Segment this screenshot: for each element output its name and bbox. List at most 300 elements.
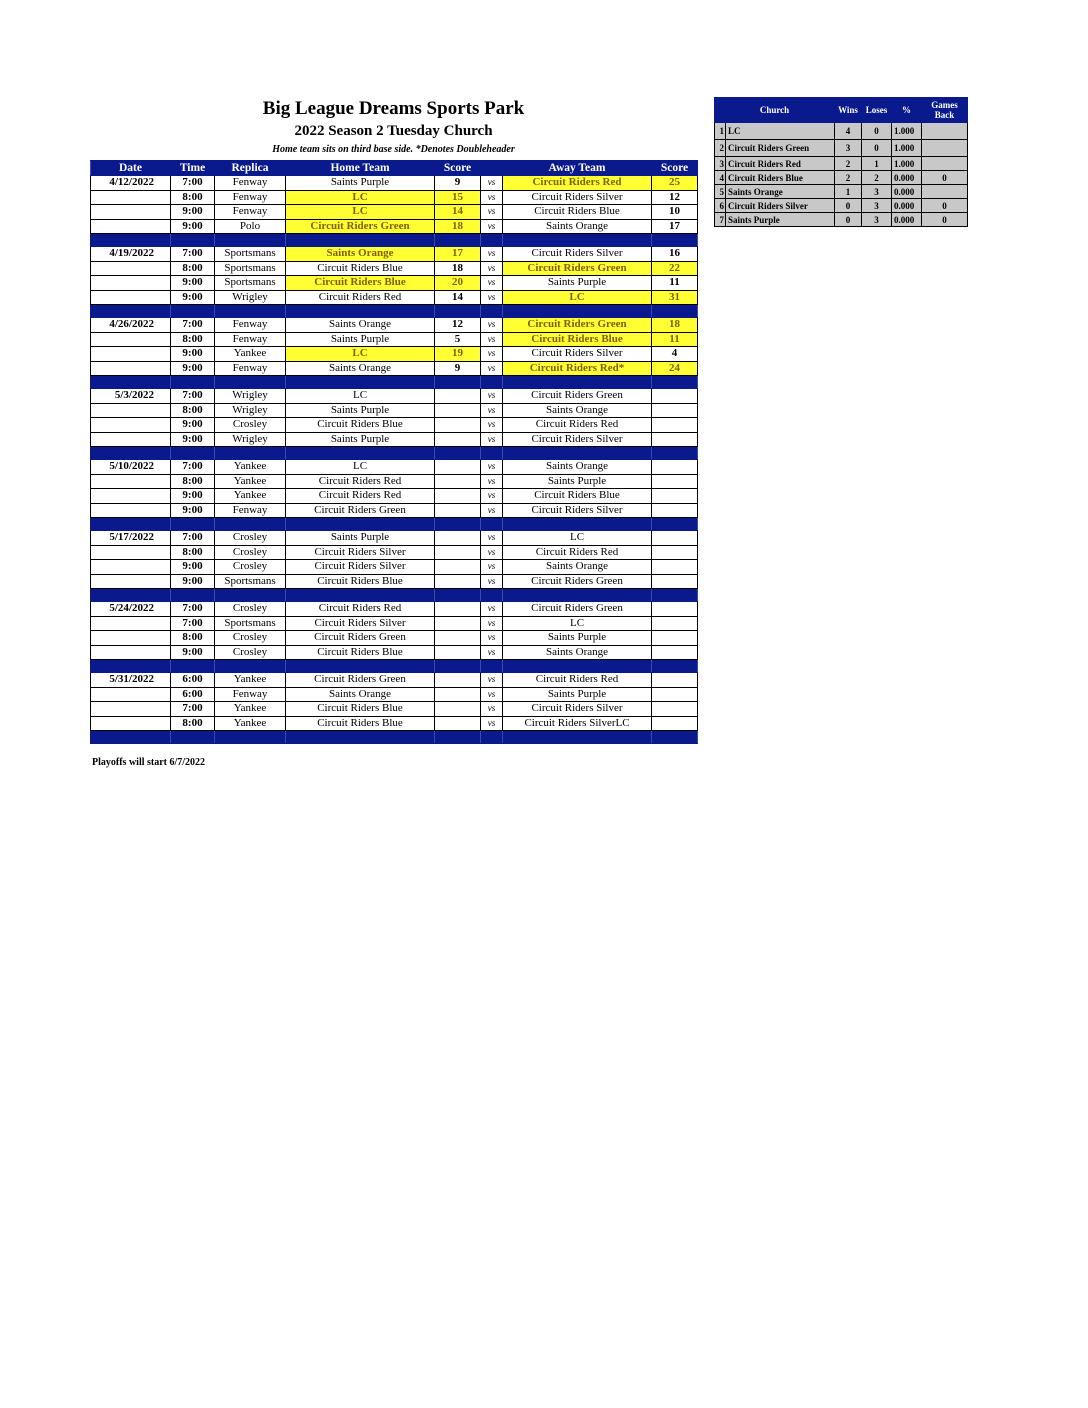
game-time: 7:00	[171, 602, 215, 617]
game-row	[91, 602, 698, 617]
away-score	[652, 403, 698, 418]
home-score	[435, 631, 481, 646]
game-date	[91, 503, 171, 518]
game-row	[91, 332, 698, 347]
home-score	[435, 616, 481, 631]
home-score: 5	[435, 332, 481, 347]
game-row	[91, 190, 698, 205]
separator-cell	[652, 305, 698, 318]
week-separator	[91, 589, 698, 602]
vs-label: vs	[481, 219, 503, 234]
separator-cell	[215, 731, 286, 744]
separator-cell	[215, 234, 286, 247]
game-date: 5/17/2022	[91, 531, 171, 546]
home-team: Circuit Riders Blue	[286, 276, 435, 291]
home-score	[435, 602, 481, 617]
away-team: LC	[503, 290, 652, 305]
page-title: Big League Dreams Sports Park	[262, 98, 525, 119]
game-time: 8:00	[171, 332, 215, 347]
home-score	[435, 489, 481, 504]
standings-row	[715, 213, 968, 227]
game-replica: Yankee	[215, 702, 286, 717]
col-vs-header	[481, 161, 503, 176]
home-score	[435, 673, 481, 688]
game-replica: Yankee	[215, 460, 286, 475]
separator-cell	[171, 376, 215, 389]
separator-cell	[91, 660, 171, 673]
home-team: Saints Purple	[286, 531, 435, 546]
vs-label: vs	[481, 645, 503, 660]
away-score	[652, 489, 698, 504]
vs-label: vs	[481, 318, 503, 333]
col-home-score-header: Score	[435, 161, 481, 176]
standings-wins: 2	[835, 171, 862, 185]
vs-label: vs	[481, 631, 503, 646]
game-replica: Crosley	[215, 531, 286, 546]
standings-loses-header: Loses	[862, 98, 892, 123]
separator-cell	[171, 305, 215, 318]
home-team: Circuit Riders Blue	[286, 418, 435, 433]
standings-pct: 1.000	[892, 123, 922, 140]
away-team: Circuit Riders Blue	[503, 332, 652, 347]
separator-cell	[481, 660, 503, 673]
game-row	[91, 389, 698, 404]
separator-cell	[286, 447, 435, 460]
standings-team: Circuit Riders Blue	[726, 171, 835, 185]
standings-row	[715, 140, 968, 157]
game-row	[91, 460, 698, 475]
schedule-note: Home team sits on third base side. *Denotes Doubleheader	[272, 144, 515, 155]
game-date	[91, 687, 171, 702]
separator-cell	[652, 731, 698, 744]
separator-cell	[215, 447, 286, 460]
home-score: 9	[435, 361, 481, 376]
game-time: 7:00	[171, 702, 215, 717]
standings-team: Saints Purple	[726, 213, 835, 227]
game-time: 8:00	[171, 631, 215, 646]
away-team: Circuit Riders Green	[503, 389, 652, 404]
separator-cell	[286, 731, 435, 744]
game-row	[91, 616, 698, 631]
away-score	[652, 474, 698, 489]
vs-label: vs	[481, 247, 503, 262]
game-date: 5/3/2022	[91, 389, 171, 404]
game-time: 9:00	[171, 489, 215, 504]
game-replica: Sportsmans	[215, 574, 286, 589]
home-team: Saints Orange	[286, 361, 435, 376]
vs-label: vs	[481, 474, 503, 489]
game-row	[91, 645, 698, 660]
home-team: Circuit Riders Red	[286, 474, 435, 489]
game-time: 8:00	[171, 474, 215, 489]
vs-label: vs	[481, 702, 503, 717]
home-score	[435, 560, 481, 575]
week-separator	[91, 376, 698, 389]
game-date	[91, 702, 171, 717]
home-team: Saints Purple	[286, 403, 435, 418]
game-time: 9:00	[171, 347, 215, 362]
home-team: Saints Orange	[286, 687, 435, 702]
week-separator	[91, 518, 698, 531]
standings-wins: 3	[835, 140, 862, 157]
game-date: 4/12/2022	[91, 176, 171, 191]
game-replica: Crosley	[215, 602, 286, 617]
game-time: 7:00	[171, 389, 215, 404]
game-time: 9:00	[171, 219, 215, 234]
away-team: Circuit Riders Green	[503, 602, 652, 617]
game-date: 5/10/2022	[91, 460, 171, 475]
game-date	[91, 716, 171, 731]
away-score: 24	[652, 361, 698, 376]
away-team: Circuit Riders Silver	[503, 432, 652, 447]
separator-cell	[435, 447, 481, 460]
separator-cell	[91, 305, 171, 318]
standings-rank: 7	[715, 213, 726, 227]
vs-label: vs	[481, 261, 503, 276]
away-score	[652, 631, 698, 646]
home-score: 15	[435, 190, 481, 205]
standings-loses: 1	[862, 157, 892, 171]
vs-label: vs	[481, 574, 503, 589]
home-team: LC	[286, 190, 435, 205]
game-row	[91, 474, 698, 489]
separator-cell	[503, 234, 652, 247]
game-time: 7:00	[171, 460, 215, 475]
home-team: Circuit Riders Green	[286, 503, 435, 518]
game-row	[91, 403, 698, 418]
away-team: Circuit Riders Silver	[503, 190, 652, 205]
separator-cell	[286, 518, 435, 531]
separator-cell	[481, 234, 503, 247]
separator-cell	[503, 518, 652, 531]
standings-wins-header: Wins	[835, 98, 862, 123]
standings-rank: 1	[715, 123, 726, 140]
vs-label: vs	[481, 616, 503, 631]
playoffs-note: Playoffs will start 6/7/2022	[92, 757, 206, 768]
away-team: Saints Purple	[503, 276, 652, 291]
home-score: 19	[435, 347, 481, 362]
separator-cell	[286, 589, 435, 602]
home-score	[435, 645, 481, 660]
game-date: 4/19/2022	[91, 247, 171, 262]
separator-cell	[286, 305, 435, 318]
away-score	[652, 503, 698, 518]
game-replica: Fenway	[215, 687, 286, 702]
home-score	[435, 716, 481, 731]
away-team: Saints Orange	[503, 403, 652, 418]
vs-label: vs	[481, 418, 503, 433]
game-row	[91, 560, 698, 575]
schedule-header-row	[91, 161, 698, 176]
game-row	[91, 219, 698, 234]
game-time: 6:00	[171, 673, 215, 688]
home-team: Saints Orange	[286, 247, 435, 262]
standings-team: Circuit Riders Green	[726, 140, 835, 157]
game-time: 9:00	[171, 418, 215, 433]
game-date	[91, 290, 171, 305]
game-row	[91, 574, 698, 589]
game-replica: Crosley	[215, 645, 286, 660]
away-score	[652, 545, 698, 560]
separator-cell	[215, 518, 286, 531]
standings-row	[715, 185, 968, 199]
home-score: 14	[435, 205, 481, 220]
standings-games-back: 0	[922, 213, 968, 227]
home-score	[435, 545, 481, 560]
home-team: Circuit Riders Silver	[286, 560, 435, 575]
standings-pct: 1.000	[892, 157, 922, 171]
game-time: 8:00	[171, 403, 215, 418]
away-score: 16	[652, 247, 698, 262]
separator-cell	[481, 589, 503, 602]
home-team: LC	[286, 460, 435, 475]
home-score: 18	[435, 261, 481, 276]
game-replica: Yankee	[215, 489, 286, 504]
vs-label: vs	[481, 205, 503, 220]
game-replica: Sportsmans	[215, 247, 286, 262]
game-row	[91, 418, 698, 433]
away-team: Circuit Riders Silver	[503, 247, 652, 262]
away-score: 25	[652, 176, 698, 191]
standings-loses: 0	[862, 140, 892, 157]
game-date	[91, 574, 171, 589]
separator-cell	[652, 589, 698, 602]
home-score: 17	[435, 247, 481, 262]
standings-pct: 0.000	[892, 199, 922, 213]
away-team: Circuit Riders Blue	[503, 205, 652, 220]
game-replica: Yankee	[215, 474, 286, 489]
game-time: 9:00	[171, 361, 215, 376]
game-row	[91, 276, 698, 291]
home-team: Circuit Riders Red	[286, 290, 435, 305]
col-home-team-header: Home Team	[286, 161, 435, 176]
separator-cell	[435, 518, 481, 531]
game-replica: Crosley	[215, 545, 286, 560]
game-date: 5/31/2022	[91, 673, 171, 688]
standings-games-back	[922, 140, 968, 157]
home-score	[435, 432, 481, 447]
away-score: 11	[652, 276, 698, 291]
away-score: 22	[652, 261, 698, 276]
separator-cell	[503, 731, 652, 744]
home-team: Circuit Riders Blue	[286, 261, 435, 276]
away-team: Circuit Riders Silver	[503, 702, 652, 717]
game-replica: Sportsmans	[215, 261, 286, 276]
away-score	[652, 432, 698, 447]
standings-wins: 0	[835, 199, 862, 213]
standings-rank: 6	[715, 199, 726, 213]
separator-cell	[503, 305, 652, 318]
separator-cell	[435, 376, 481, 389]
game-time: 9:00	[171, 503, 215, 518]
game-replica: Fenway	[215, 176, 286, 191]
game-replica: Fenway	[215, 503, 286, 518]
away-team: Circuit Riders Red	[503, 176, 652, 191]
separator-cell	[286, 376, 435, 389]
game-time: 9:00	[171, 574, 215, 589]
game-replica: Wrigley	[215, 290, 286, 305]
vs-label: vs	[481, 545, 503, 560]
standings-wins: 2	[835, 157, 862, 171]
separator-cell	[435, 731, 481, 744]
game-date	[91, 361, 171, 376]
standings-games-back	[922, 123, 968, 140]
separator-cell	[286, 234, 435, 247]
standings-team: Circuit Riders Silver	[726, 199, 835, 213]
separator-cell	[652, 234, 698, 247]
game-date	[91, 418, 171, 433]
away-score	[652, 531, 698, 546]
separator-cell	[652, 518, 698, 531]
away-score: 17	[652, 219, 698, 234]
away-team: Circuit Riders Red	[503, 673, 652, 688]
standings-header-row	[715, 98, 968, 123]
away-team: Circuit Riders Silver	[503, 503, 652, 518]
game-date: 5/24/2022	[91, 602, 171, 617]
game-row	[91, 631, 698, 646]
game-time: 9:00	[171, 205, 215, 220]
standings-row	[715, 123, 968, 140]
away-score	[652, 616, 698, 631]
home-score	[435, 687, 481, 702]
home-score	[435, 531, 481, 546]
away-score	[652, 702, 698, 717]
home-score	[435, 702, 481, 717]
separator-cell	[481, 518, 503, 531]
game-date	[91, 205, 171, 220]
separator-cell	[91, 518, 171, 531]
game-row	[91, 432, 698, 447]
away-score: 11	[652, 332, 698, 347]
standings-loses: 2	[862, 171, 892, 185]
away-team: Saints Orange	[503, 219, 652, 234]
page-subtitle: 2022 Season 2 Tuesday Church	[294, 123, 493, 139]
home-team: LC	[286, 205, 435, 220]
vs-label: vs	[481, 347, 503, 362]
vs-label: vs	[481, 531, 503, 546]
vs-label: vs	[481, 687, 503, 702]
game-date: 4/26/2022	[91, 318, 171, 333]
away-score	[652, 389, 698, 404]
vs-label: vs	[481, 176, 503, 191]
col-away-score-header: Score	[652, 161, 698, 176]
separator-cell	[503, 589, 652, 602]
home-score	[435, 474, 481, 489]
game-replica: Crosley	[215, 631, 286, 646]
game-replica: Wrigley	[215, 389, 286, 404]
vs-label: vs	[481, 716, 503, 731]
standings-rank: 5	[715, 185, 726, 199]
separator-cell	[286, 660, 435, 673]
standings-gb-header: Games Back	[922, 98, 968, 123]
vs-label: vs	[481, 602, 503, 617]
game-date	[91, 616, 171, 631]
separator-cell	[435, 660, 481, 673]
home-team: Circuit Riders Green	[286, 219, 435, 234]
home-team: Circuit Riders Silver	[286, 545, 435, 560]
standings-pct-header: %	[892, 98, 922, 123]
separator-cell	[171, 731, 215, 744]
standings-wins: 1	[835, 185, 862, 199]
game-replica: Fenway	[215, 318, 286, 333]
game-replica: Sportsmans	[215, 276, 286, 291]
game-time: 7:00	[171, 176, 215, 191]
game-row	[91, 503, 698, 518]
game-replica: Wrigley	[215, 432, 286, 447]
vs-label: vs	[481, 276, 503, 291]
home-score	[435, 503, 481, 518]
separator-cell	[215, 589, 286, 602]
home-team: Circuit Riders Red	[286, 489, 435, 504]
away-team: LC	[503, 531, 652, 546]
game-replica: Yankee	[215, 716, 286, 731]
home-team: Saints Purple	[286, 432, 435, 447]
game-date	[91, 560, 171, 575]
home-score: 12	[435, 318, 481, 333]
standings-loses: 3	[862, 199, 892, 213]
home-team: LC	[286, 389, 435, 404]
home-team: Saints Orange	[286, 318, 435, 333]
home-team: Circuit Riders Blue	[286, 702, 435, 717]
home-team: Circuit Riders Blue	[286, 645, 435, 660]
game-time: 9:00	[171, 432, 215, 447]
standings-pct: 0.000	[892, 185, 922, 199]
game-time: 6:00	[171, 687, 215, 702]
away-score	[652, 460, 698, 475]
col-away-team-header: Away Team	[503, 161, 652, 176]
vs-label: vs	[481, 489, 503, 504]
home-score	[435, 460, 481, 475]
game-date	[91, 190, 171, 205]
separator-cell	[652, 447, 698, 460]
away-score	[652, 687, 698, 702]
week-separator	[91, 234, 698, 247]
away-team: Circuit Riders Green	[503, 261, 652, 276]
game-date	[91, 545, 171, 560]
separator-cell	[215, 305, 286, 318]
game-replica: Yankee	[215, 673, 286, 688]
game-replica: Crosley	[215, 418, 286, 433]
vs-label: vs	[481, 389, 503, 404]
away-score	[652, 574, 698, 589]
game-row	[91, 176, 698, 191]
week-separator	[91, 660, 698, 673]
game-replica: Sportsmans	[215, 616, 286, 631]
game-replica: Yankee	[215, 347, 286, 362]
away-score: 4	[652, 347, 698, 362]
game-replica: Polo	[215, 219, 286, 234]
separator-cell	[503, 376, 652, 389]
standings-rank: 4	[715, 171, 726, 185]
game-date	[91, 276, 171, 291]
schedule-table	[90, 160, 698, 744]
game-row	[91, 673, 698, 688]
standings-games-back: 0	[922, 199, 968, 213]
home-team: Circuit Riders Green	[286, 631, 435, 646]
game-row	[91, 247, 698, 262]
game-time: 8:00	[171, 261, 215, 276]
col-replica-header: Replica	[215, 161, 286, 176]
away-score	[652, 602, 698, 617]
game-date	[91, 645, 171, 660]
game-time: 8:00	[171, 545, 215, 560]
standings-team: Saints Orange	[726, 185, 835, 199]
game-time: 9:00	[171, 276, 215, 291]
separator-cell	[171, 518, 215, 531]
standings-row	[715, 157, 968, 171]
game-time: 7:00	[171, 247, 215, 262]
standings-games-back	[922, 157, 968, 171]
